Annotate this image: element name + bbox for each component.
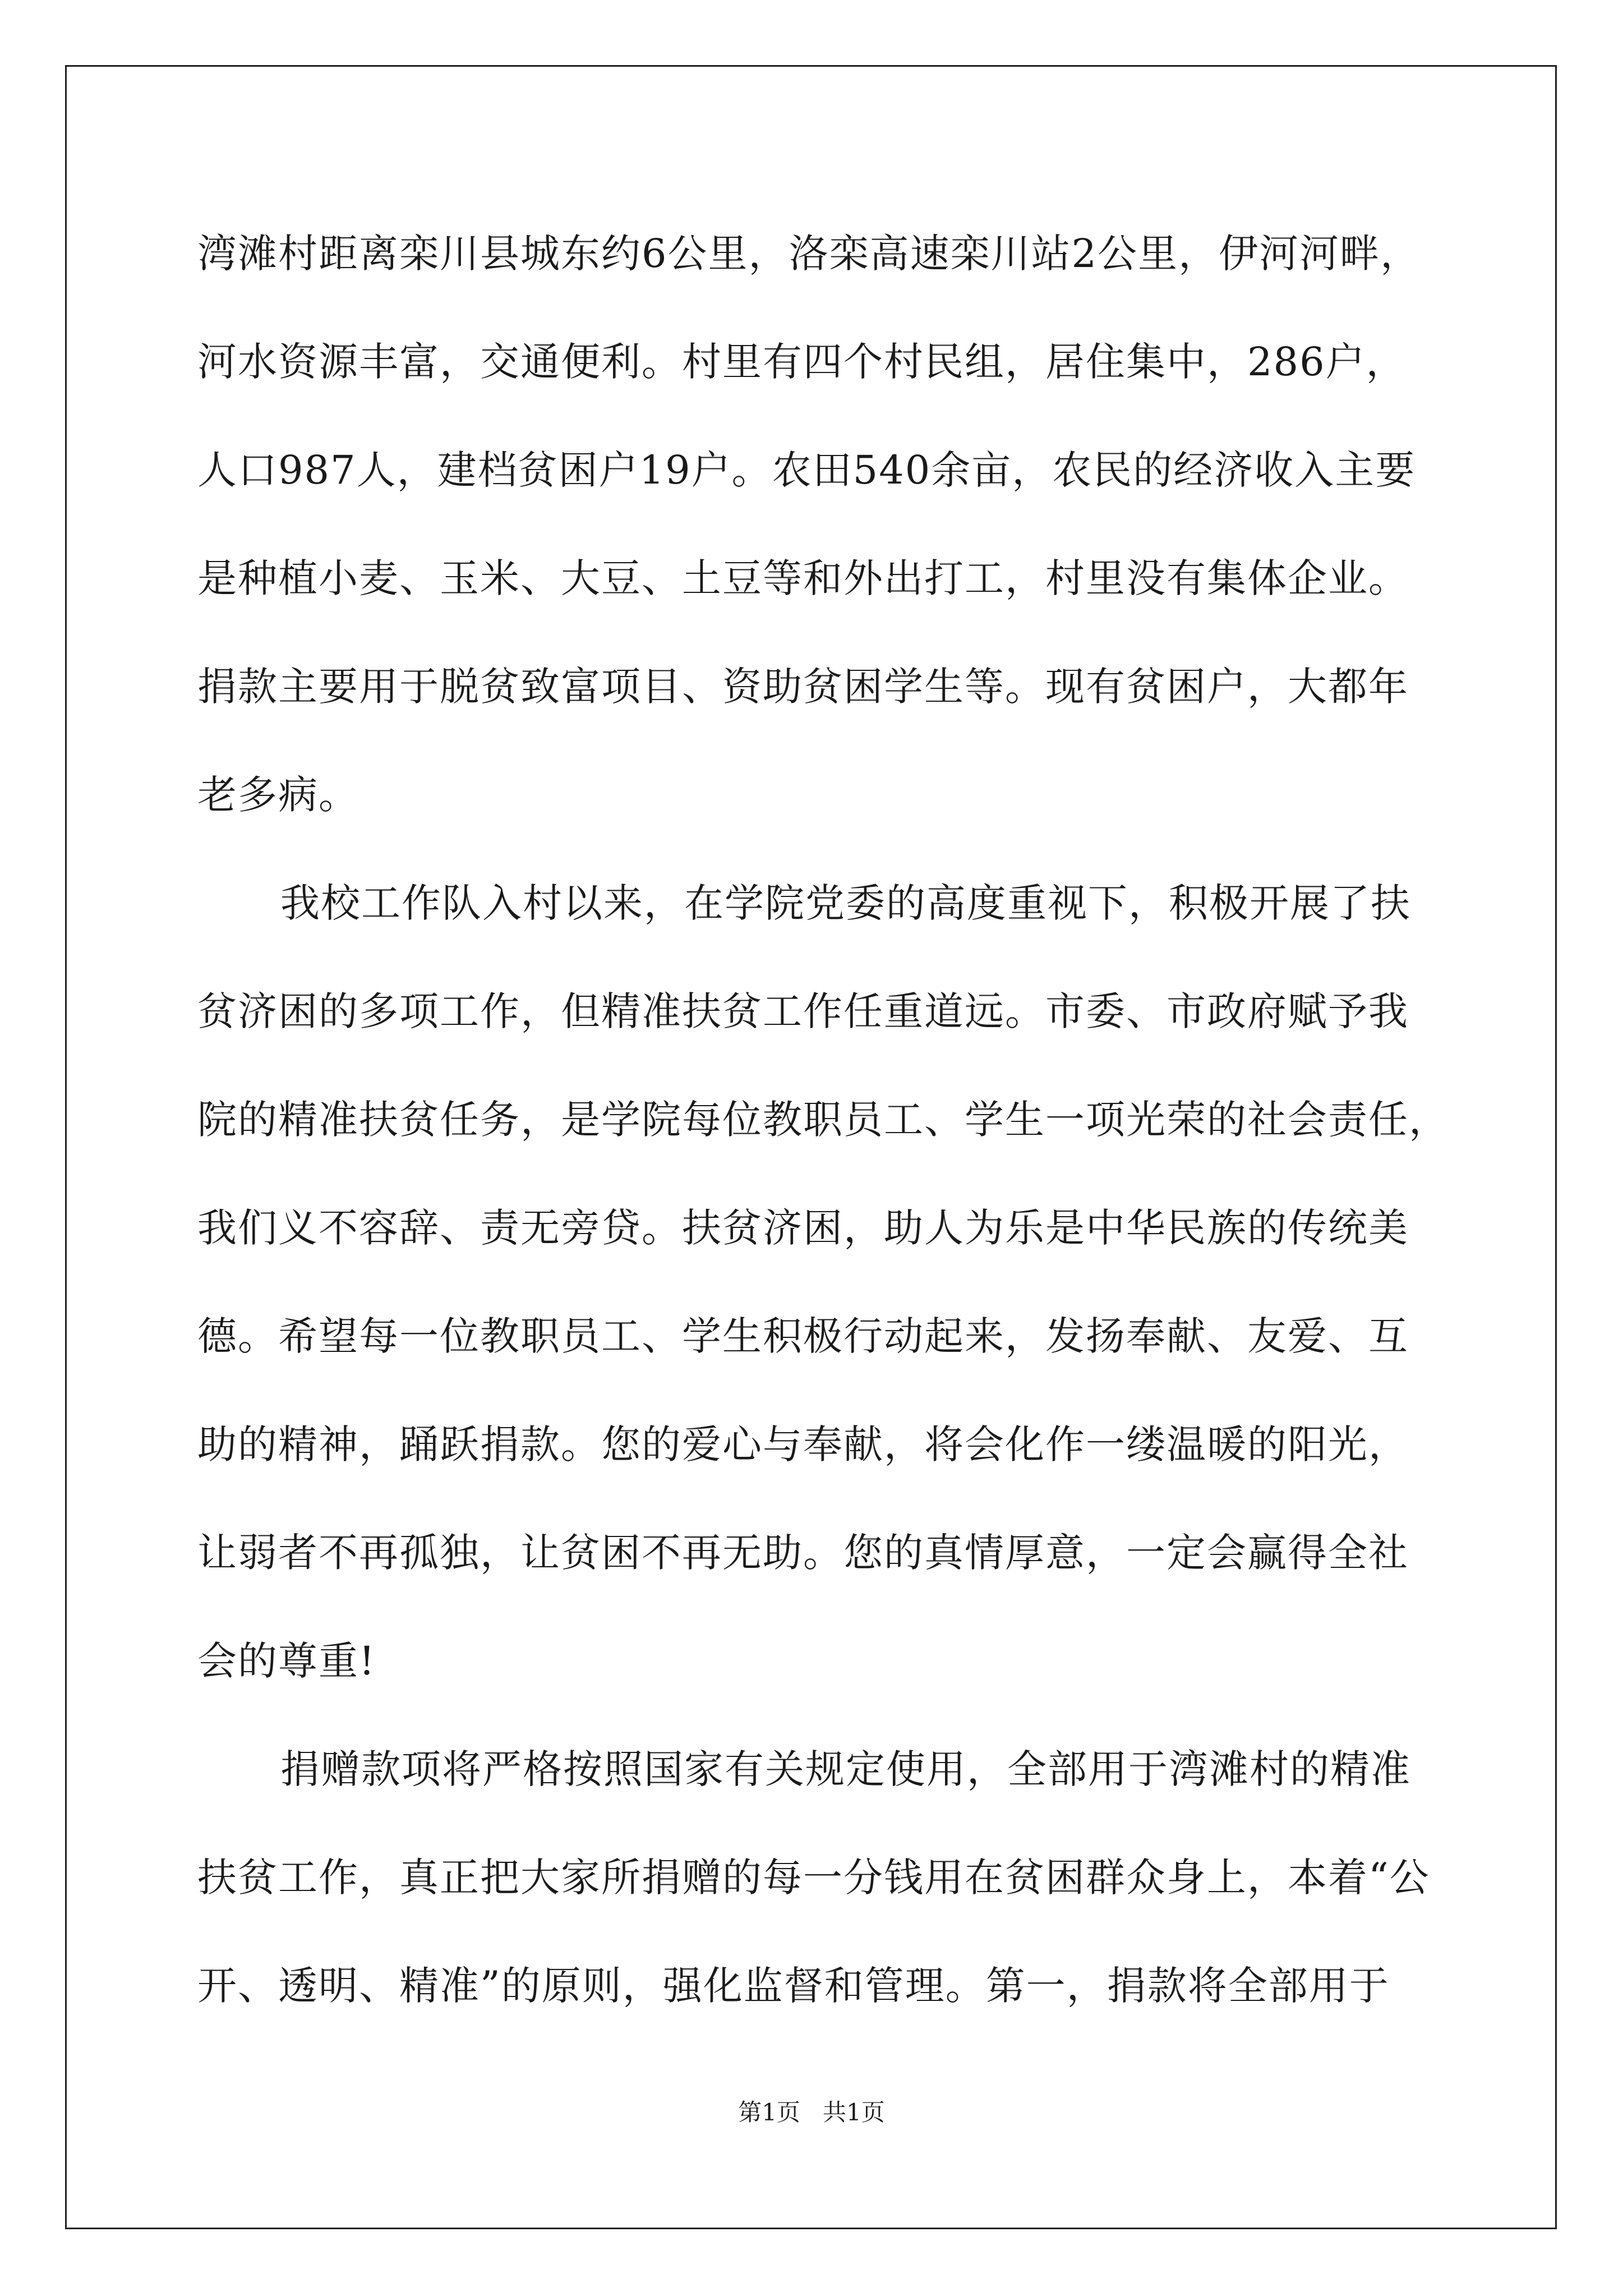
text-line: 院的精准扶贫任务，是学院每位教职员工、学生一项光荣的社会责任， — [197, 1097, 1449, 1143]
text-line: 捐款主要用于脱贫致富项目、资助贫困学生等。现有贫困户，大都年 — [197, 664, 1409, 710]
text-line: 是种植小麦、玉米、大豆、土豆等和外出打工，村里没有集体企业。 — [197, 555, 1409, 601]
text-line: 贫济困的多项工作，但精准扶贫工作任重道远。市委、市政府赋予我 — [197, 988, 1409, 1034]
text-line: 我校工作队入村以来，在学院党委的高度重视下，积极开展了扶 — [280, 880, 1411, 926]
text-line: 湾滩村距离栾川县城东约6公里，洛栾高速栾川站2公里，伊河河畔， — [197, 231, 1421, 277]
page-border — [65, 65, 1557, 2229]
text-line: 扶贫工作，真正把大家所捐赠的每一分钱用在贫困群众身上，本着“公 — [197, 1855, 1430, 1901]
text-line: 德。希望每一位教职员工、学生积极行动起来，发扬奉献、友爱、互 — [197, 1313, 1409, 1359]
text-line: 让弱者不再孤独，让贫困不再无助。您的真情厚意，一定会赢得全社 — [197, 1530, 1409, 1576]
text-line: 开、透明、精准”的原则，强化监督和管理。第一，捐款将全部用于 — [197, 1963, 1390, 2009]
text-line: 老多病。 — [197, 772, 359, 818]
text-line: 人口987人，建档贫困户19户。农田540余亩，农民的经济收入主要 — [197, 447, 1416, 493]
text-line: 捐赠款项将严格按照国家有关规定使用，全部用于湾滩村的精准 — [280, 1746, 1411, 1792]
text-line: 助的精神，踊跃捐款。您的爱心与奉献，将会化作一缕温暖的阳光， — [197, 1421, 1409, 1467]
page-number: 第1页 共1页 — [738, 2099, 885, 2126]
text-line: 会的尊重! — [197, 1638, 376, 1684]
text-line: 我们义不容辞、责无旁贷。扶贫济困，助人为乐是中华民族的传统美 — [197, 1205, 1409, 1251]
text-line: 河水资源丰富，交通便利。村里有四个村民组，居住集中，286户， — [197, 339, 1407, 385]
